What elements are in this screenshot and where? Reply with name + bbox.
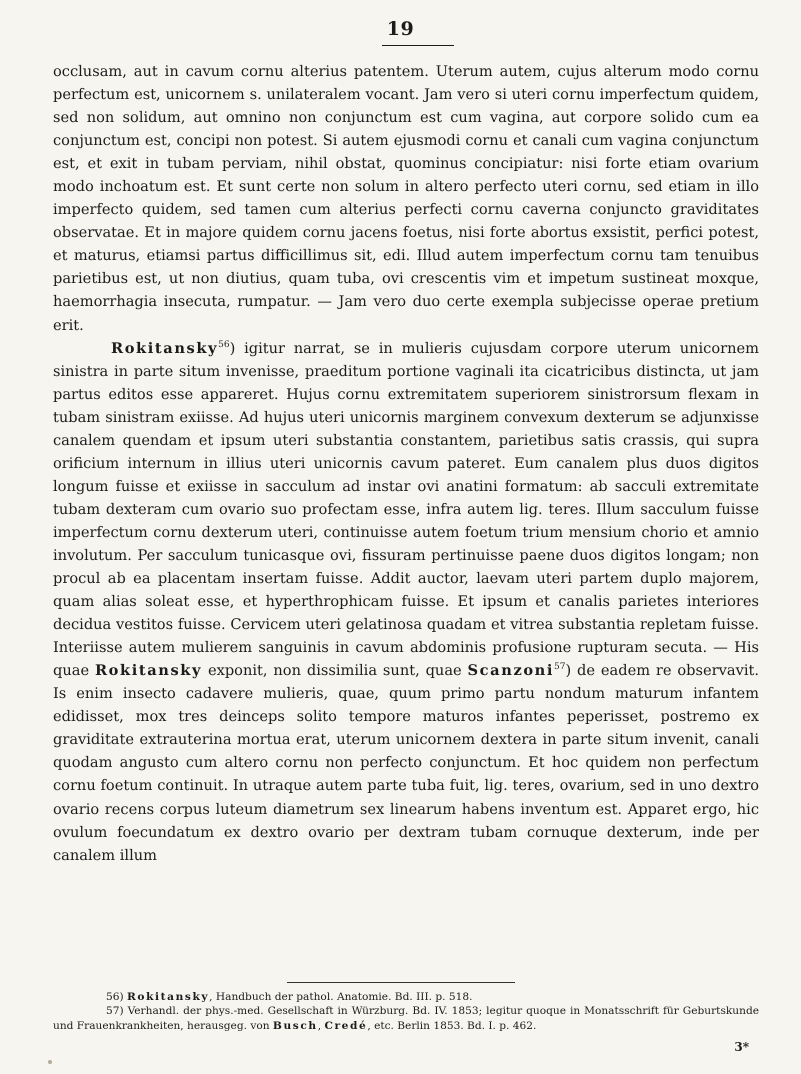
footnote-ref[interactable]: 56 xyxy=(218,339,230,350)
paragraph-2-text: ) igitur narrat, se in mulieris cujusdam corpore uterum unicornem sinistra in parte situm invenisse, praeditum portione vaginali ita cicatricibus distincta, ut jam partus editos esse appareret. Hujus cornu extremitatem superiorem sinistrorsum flexam in tubam sinistram exiisse. Ad hujus uteri unicornis marginem convexum dexterum se adjunxisse canalem quendam et ipsum uteri substantia constantem, parietibus satis crassis, qui supra orificium internum in illius uteri unicornis cavum pateret. Eum canalem plus duos digitos longum fuisse et exiisse in sacculum ad instar ovi anatini formatum: ab sacculi extremitate tubam dexteram cum ovario suo profectam esse, infra autem lig. teres. Illum sacculum fuisse imperfectum cornu dexterum uteri, continuisse autem foetum trium mensium chorio et amnio involutum. Per sacculum tunicasque ovi, fissuram pertinuisse paene duos digitos longam; non procul ab ea placentam insertam fuisse. Addit auctor, laevam uteri partem duplo majorem, quam alias soleat esse, et hyperthrophicam fuisse. Et ipsum et canalis parietes interiores decidua vestitos fuisse. Cervicem uteri gelatinosa quadam et vitrea substantia repletam fuisse. Interiisse autem mulierem sanguinis in cavum abdominis profusione rupturam secuta. — His quae xyxy=(53,339,759,680)
paragraph-2-text-mid: exponit, non dissimilia sunt, quae xyxy=(202,662,468,680)
footnotes xyxy=(53,990,759,1033)
author-name: Rokitansky xyxy=(94,662,203,680)
footnote-author: Rokitansky xyxy=(127,991,210,1003)
footnote-author: Credé xyxy=(324,1019,368,1032)
footnote-ref[interactable]: 57 xyxy=(554,662,566,673)
paragraph-2-text-end: ) de eadem re observavit. Is enim insecto cadavere mulieris, quae, quum primo partu nondum maturum infantem edidisset, mox tres deinceps solito tempore maturos infantes peperisset, postremo ex graviditate extrauterina mortua erat, uterum unicornem dextera in parte situm invenit, canali quodam angusto cum altero cornu non perfecto conjunctum. Et hoc quidem non perfectum cornu foetum continuit. In utraque autem parte tuba fuit, lig. teres, ovarium, sed in uno dextro ovario recens corpus luteum diametrum sex linearum habens inventum est. Apparet ergo, hic ovulum foecundatum ex dextro ovario per dextram tubam cornuque dexterum, inde per canalem illum xyxy=(53,662,759,864)
page-number: 19 xyxy=(386,18,415,40)
footnote-text: Verhandl. der phys.-med. Gesellschaft in Würzburg. Bd. IV. 1853; legitur quoque in Monatsschrift für Geburtskunde und Frauenkrankheiten, herausgeg. von xyxy=(53,1005,759,1032)
footnote-text: , Handbuch der pathol. Anatomie. Bd. III. p. 518. xyxy=(209,991,473,1003)
footnote-57 xyxy=(53,1004,759,1033)
author-name: Rokitansky xyxy=(111,339,219,357)
footnote-56 xyxy=(53,990,759,1004)
footnote-author: Busch xyxy=(272,1019,318,1032)
footnote-separator-text: , xyxy=(317,1019,325,1032)
footnote-number: 57) xyxy=(106,1005,124,1018)
paragraph-2 xyxy=(53,337,759,867)
author-name: Scanzoni xyxy=(467,662,555,680)
page-number-rule xyxy=(382,45,454,46)
printer-signature: 3* xyxy=(734,1040,749,1054)
footnote-separator xyxy=(287,982,515,983)
footnote-number: 56) xyxy=(106,991,124,1003)
footnote-text: , etc. Berlin 1853. Bd. I. p. 462. xyxy=(367,1019,537,1032)
body-text xyxy=(53,60,759,867)
paragraph-1: occlusam, aut in cavum cornu alterius patentem. Uterum autem, cujus alterum modo cornu perfectum est, unicornem s. unilateralem vocant. Jam vero si uteri cornu imperfectum quidem, sed non solidum, aut omnino non conjunctum est cum vagina, aut corpore solido cum ea conjunctum est, concipi non potest. Si autem ejusmodi cornu et canali cum vagina conjunctum est, et exit in tubam perviam, nihil obstat, quominus concipiatur: nisi forte etiam ovarium modo inchoatum est. Et sunt certe non solum in altero perfecto uteri cornu, sed etiam in illo imperfecto quidem, sed tamen cum alterius perfecti cornu caverna conjuncto graviditates observatae. Et in majore quidem cornu jacens foetus, nisi forte abortus exsistit, perfici potest, et maturus, etiamsi partus difficillimus sit, edi. Illud autem imperfectum cornu tam tenuibus parietibus est, ut non diutius, quam tuba, ovi crescentis vim et impetum sustineat moxque, haemorrhagia insecuta, rumpatur. — Jam vero duo certe exempla subjecisse operae pretium erit. xyxy=(53,63,759,334)
ink-blot xyxy=(48,1060,52,1064)
